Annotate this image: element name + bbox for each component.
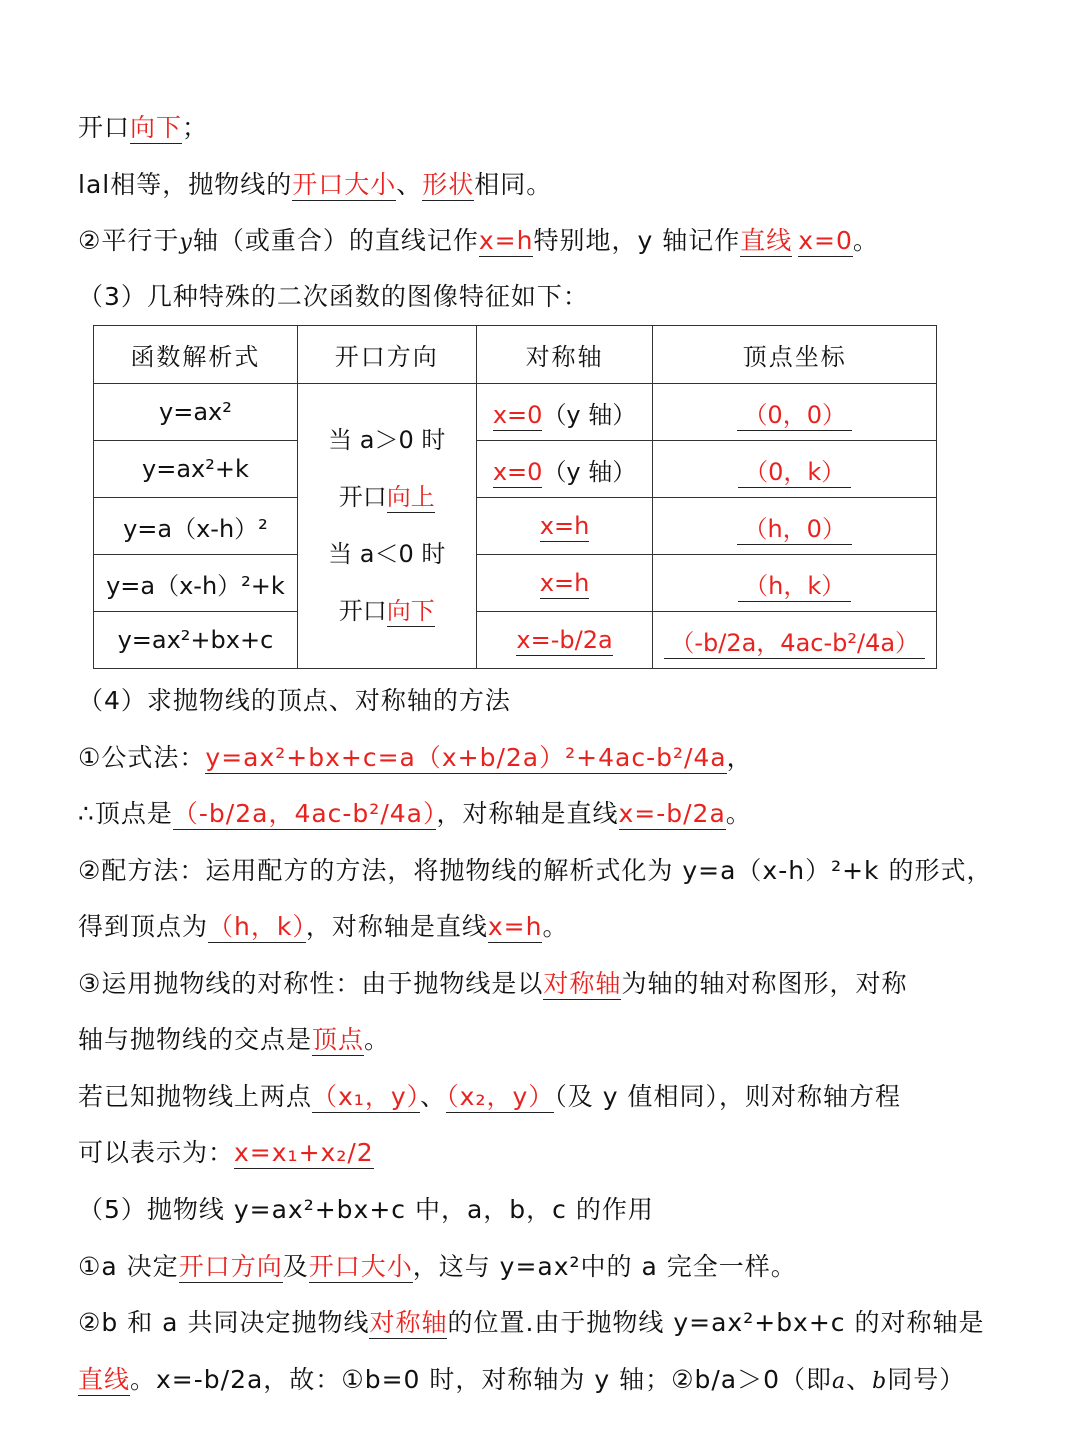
formula-cell: y=ax²+k — [94, 441, 298, 498]
table-row — [94, 441, 937, 498]
feature-table — [93, 325, 937, 669]
answer-red: （h，0） — [737, 515, 851, 545]
answer-red: x=0 — [492, 400, 543, 429]
answer-red: x=h — [539, 569, 590, 597]
vertex-cell — [653, 441, 937, 498]
axis-cell — [476, 612, 653, 669]
section-4-title — [78, 683, 1020, 719]
answer-red: y=ax²+bx+c=a（x+b/2a）²+4ac-b²/4a — [205, 743, 727, 772]
formula-cell: y=ax² — [94, 384, 298, 441]
text: ， — [726, 743, 753, 772]
text: lal相等，抛物线的 — [78, 170, 293, 199]
method-2-result-line — [78, 909, 1020, 945]
section-5-point-2 — [78, 1305, 1020, 1341]
text: 同号） — [887, 1365, 966, 1394]
open-down-line — [298, 583, 476, 640]
text: 若已知抛物线上两点 — [78, 1082, 313, 1111]
text: ②b 和 a 共同决定抛物线 — [78, 1308, 370, 1337]
text: 得到顶点为 — [78, 912, 209, 941]
answer-red: 开口方向 — [178, 1252, 283, 1281]
formula-cell: y=ax²+bx+c — [94, 612, 298, 669]
italic-var: b — [872, 1369, 888, 1394]
answer-red: 向下 — [130, 113, 183, 142]
text-line-1 — [78, 110, 1020, 146]
text: 轴（或重合）的直线记作 — [192, 226, 479, 255]
method-2-line — [78, 853, 1020, 889]
vertex-cell — [653, 612, 937, 669]
condition-text: 当 a＞0 时 — [328, 426, 446, 454]
text-line-3 — [78, 223, 1020, 261]
table-row — [94, 384, 937, 441]
text: 。x=-b/2a，故：①b=0 时，对称轴为 y 轴；②b/a＞0（即 — [130, 1365, 832, 1394]
answer-red: 开口大小 — [308, 1252, 413, 1281]
method-1-result-line — [78, 796, 1020, 832]
section-3-title — [78, 279, 1020, 315]
vertex-cell — [653, 498, 937, 555]
condition-text: 当 a＜0 时 — [328, 540, 446, 568]
two-points-line — [78, 1079, 1020, 1115]
answer-red: x=0 — [798, 226, 853, 255]
answer-red: 对称轴 — [543, 969, 622, 998]
header-cell: 开口方向 — [297, 326, 476, 384]
text: （4）求抛物线的顶点、对称轴的方法 — [78, 686, 511, 715]
answer-red: x=h — [487, 912, 543, 941]
text: ，这与 y=ax²中的 a 完全一样。 — [412, 1252, 797, 1281]
two-points-result-line — [78, 1135, 1020, 1171]
method-1-line — [78, 740, 1020, 776]
text: （y 轴） — [542, 400, 637, 429]
text: 的位置.由于抛物线 y=ax²+bx+c 的对称轴是 — [447, 1308, 985, 1337]
text: ∴顶点是 — [78, 799, 173, 828]
answer-red: （-b/2a，4ac-b²/4a） — [172, 799, 437, 828]
text: ③运用抛物线的对称性：由于抛物线是以 — [78, 969, 544, 998]
text: 。 — [542, 912, 569, 941]
text: ①a 决定 — [78, 1252, 179, 1281]
answer-red: 顶点 — [312, 1025, 365, 1054]
text: 。 — [852, 226, 879, 255]
answer-red: 向上 — [386, 483, 435, 511]
text: 可以表示为： — [78, 1138, 235, 1167]
axis-cell — [476, 498, 653, 555]
text: ②平行于 — [78, 226, 180, 255]
text: （及 y 值相同），则对称轴方程 — [554, 1082, 901, 1111]
vertex-cell — [653, 555, 937, 612]
header-cell: 函数解析式 — [94, 326, 298, 384]
italic-var: a — [832, 1369, 847, 1394]
table-row — [94, 498, 937, 555]
text: 相同。 — [474, 170, 553, 199]
text: 开口 — [78, 113, 131, 142]
answer-red: （0，k） — [738, 458, 851, 488]
text: 、 — [420, 1082, 447, 1111]
text: 、 — [396, 170, 423, 199]
answer-red: 直线 — [740, 226, 793, 255]
axis-cell — [476, 441, 653, 498]
answer-red: x=h — [478, 226, 534, 255]
vertex-cell — [653, 384, 937, 441]
italic-var: y — [179, 230, 193, 255]
text: ； — [182, 113, 209, 142]
text: 及 — [282, 1252, 309, 1281]
text: 开口 — [338, 483, 387, 511]
answer-red: x=h — [539, 512, 590, 540]
method-3-line — [78, 966, 1020, 1002]
answer-red: （x₁，y） — [312, 1082, 421, 1111]
text: 。 — [725, 799, 752, 828]
answer-red: x=-b/2a — [618, 799, 726, 828]
text: 。 — [364, 1025, 391, 1054]
answer-red: （-b/2a，4ac-b²/4a） — [664, 629, 925, 659]
section-5-point-1 — [78, 1249, 1020, 1285]
axis-cell — [476, 384, 653, 441]
answer-red: 开口大小 — [292, 170, 397, 199]
answer-red: （h，k） — [208, 912, 306, 941]
text-line-2 — [78, 167, 1020, 203]
text: （y 轴） — [542, 457, 637, 486]
answer-red: x=x₁+x₂/2 — [234, 1138, 374, 1167]
header-cell: 顶点坐标 — [653, 326, 937, 384]
text: ，对称轴是直线 — [436, 799, 619, 828]
answer-red: x=0 — [492, 457, 543, 486]
table-row — [94, 612, 937, 669]
axis-cell — [476, 555, 653, 612]
text: ①公式法： — [78, 743, 206, 772]
formula-cell: y=a（x-h）² — [94, 498, 298, 555]
text: （3）几种特殊的二次函数的图像特征如下： — [78, 282, 589, 311]
table-row — [94, 555, 937, 612]
answer-red: 形状 — [422, 170, 475, 199]
direction-cell — [297, 384, 476, 669]
answer-red: （h，k） — [738, 572, 851, 602]
method-3-cont-line — [78, 1022, 1020, 1058]
text: 轴与抛物线的交点是 — [78, 1025, 313, 1054]
table-header-row — [94, 326, 937, 384]
text: （5）抛物线 y=ax²+bx+c 中，a，b，c 的作用 — [78, 1195, 654, 1224]
answer-red: （x₂，y） — [446, 1082, 555, 1111]
section-5-title — [78, 1192, 1020, 1228]
section-5-point-2-cont — [78, 1362, 1020, 1400]
text: 开口 — [338, 597, 387, 625]
header-cell: 对称轴 — [476, 326, 653, 384]
answer-red: （0，0） — [737, 401, 852, 431]
answer-red: 对称轴 — [369, 1308, 448, 1337]
answer-red: 向下 — [386, 597, 435, 625]
text: ，对称轴是直线 — [305, 912, 488, 941]
text: 特别地，y 轴记作 — [533, 226, 741, 255]
text: ②配方法：运用配方的方法，将抛物线的解析式化为 y=a（x-h）²+k 的形式， — [78, 856, 993, 885]
text: 、 — [846, 1365, 873, 1394]
text: 为轴的轴对称图形，对称 — [621, 969, 908, 998]
open-up-line — [298, 469, 476, 526]
formula-cell: y=a（x-h）²+k — [94, 555, 298, 612]
answer-red: x=-b/2a — [516, 626, 613, 654]
answer-red: 直线 — [78, 1365, 131, 1394]
